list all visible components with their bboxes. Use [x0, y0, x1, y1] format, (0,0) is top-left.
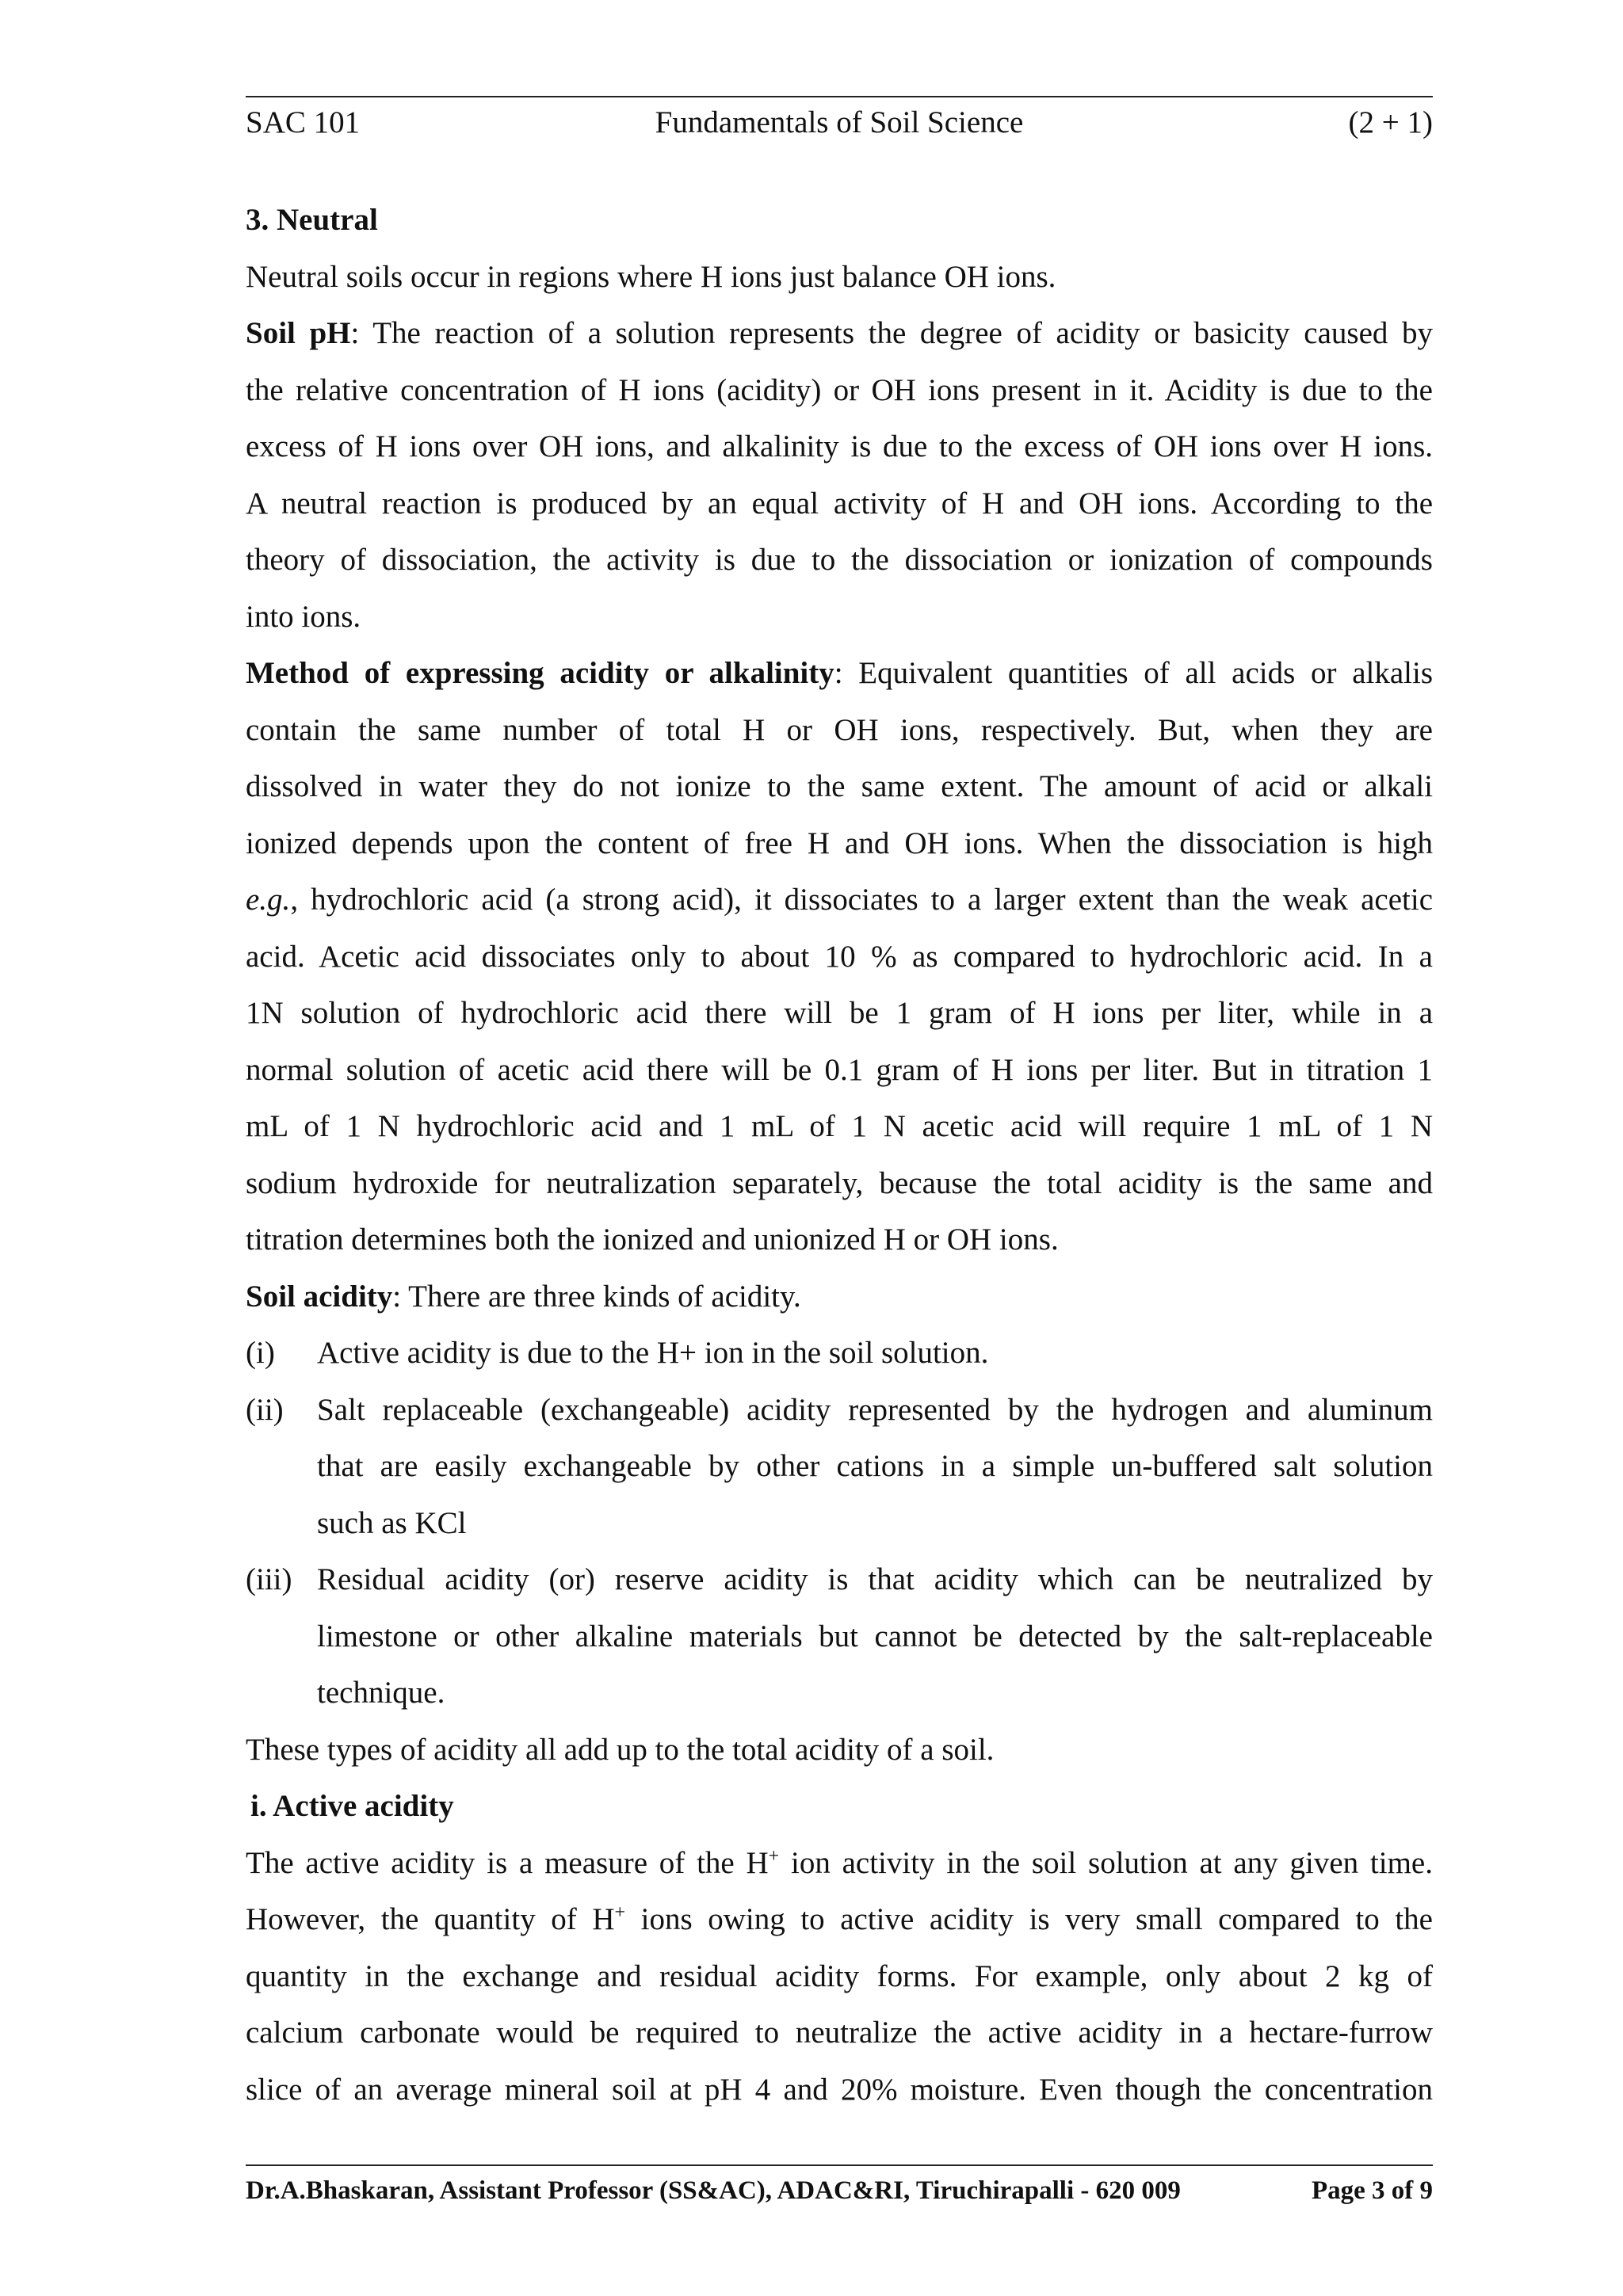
list-marker: (iii)	[246, 1562, 292, 1596]
footer-rule	[246, 2164, 1433, 2166]
soil-acidity-paragraph: Soil acidity: There are three kinds of acidity.	[246, 1279, 801, 1314]
list-item: (i) Active acidity is due to the H+ ion in the soil solution.	[246, 1325, 1433, 1382]
page-number: Page 3 of 9	[1311, 2176, 1433, 2205]
neutral-paragraph: Neutral soils occur in regions where H ions just balance OH ions.	[246, 259, 1056, 294]
method-paragraph: Method of expressing acidity or alkalinity: Equivalent quantities of all acids or alkalis contain the same number of total H or OH ions, respectively. But, when they are dissolved in water they do not ionize to the same extent. The amount of acid or alkali ionized depends upon the content of free H and OH ions. When the dissociation is high e.g., hydrochloric acid (a strong acid), it dissociates to a larger extent than the weak acetic acid. Acetic acid dissociates only to about 10 % as compared to hydrochloric acid. In a 1N solution of hydrochloric acid there will be 1 gram of H ions per liter, while in a normal solution of acetic acid there will be 0.1 gram of H ions per liter. But in titration 1 mL of 1 N hydrochloric acid and 1 mL of 1 N acetic acid will require 1 mL of 1 N sodium hydroxide for neutralization separately, because the total acidity is the same and titration determines both the ionized and unionized H or OH ions.	[246, 656, 1433, 1257]
footer-author: Dr.A.Bhaskaran, Assistant Professor (SS&AC), ADAC&RI, Tiruchirapalli - 620 009	[246, 2176, 1181, 2205]
soil-acidity-term: Soil acidity	[246, 1279, 393, 1314]
list-marker: (i)	[246, 1336, 275, 1370]
eg-abbrev: e.g.	[246, 883, 291, 917]
course-title: Fundamentals of Soil Science	[655, 105, 1024, 139]
page-footer	[246, 2171, 1433, 2210]
list-item: (iii) Residual acidity (or) reserve acidity is that acidity which can be neutralized by	[246, 1551, 1433, 1608]
active-acidity-paragraph: The active acidity is a measure of the H+ ion activity in the soil solution at any given time. However, the quantity of H+ ions owing to active acidity is very small compared to the quantity in the exchange and residual acidity forms. For example, only about 2 kg of calcium carbonate would be required to neutralize the active acidity in a hectare-furrow slice of an average mineral soil at pH 4 and 20% moisture. Even though the concentration	[246, 1845, 1433, 2107]
types-summary: These types of acidity all add up to the total acidity of a soil.	[246, 1732, 995, 1767]
soil-ph-term: Soil pH	[246, 316, 351, 350]
page-header	[246, 101, 1433, 144]
list-marker: (ii)	[246, 1392, 284, 1427]
soil-ph-paragraph: Soil pH: The reaction of a solution represents the degree of acidity or basicity caused by the relative concentration of H ions (acidity) or OH ions present in it. Acidity is due to the excess of H ions over OH ions, and alkalinity is due to the excess of OH ions over H ions. A neutral reaction is produced by an equal activity of H and OH ions. According to the theory of dissociation, the activity is due to the dissociation or ionization of compounds into ions.	[246, 316, 1433, 634]
page-body	[246, 192, 1433, 2118]
header-rule	[246, 96, 1433, 97]
course-code: SAC 101	[246, 105, 361, 139]
section-heading-neutral: 3. Neutral	[246, 203, 378, 237]
course-credits: (2 + 1)	[1348, 105, 1433, 139]
list-item: (ii) Salt replaceable (exchangeable) acidity represented by the hydrogen and aluminum	[246, 1382, 1433, 1439]
method-term: Method of expressing acidity or alkalinity	[246, 656, 834, 690]
section-heading-active-acidity: i. Active acidity	[250, 1789, 454, 1823]
acidity-list: (i) Active acidity is due to the H+ ion in the soil solution. (ii) Salt replaceable (exchangeable) acidity represented by the hydrogen and aluminum that are easily exchangeable by other cations in a simple un-buffered salt solution such as KCl (iii) Residual acidity (or) reserve acidity is that acidity which can be neutralized by limestone or other alkaline materials but cannot be detected by the salt-replaceable technique.	[246, 1325, 1433, 1722]
